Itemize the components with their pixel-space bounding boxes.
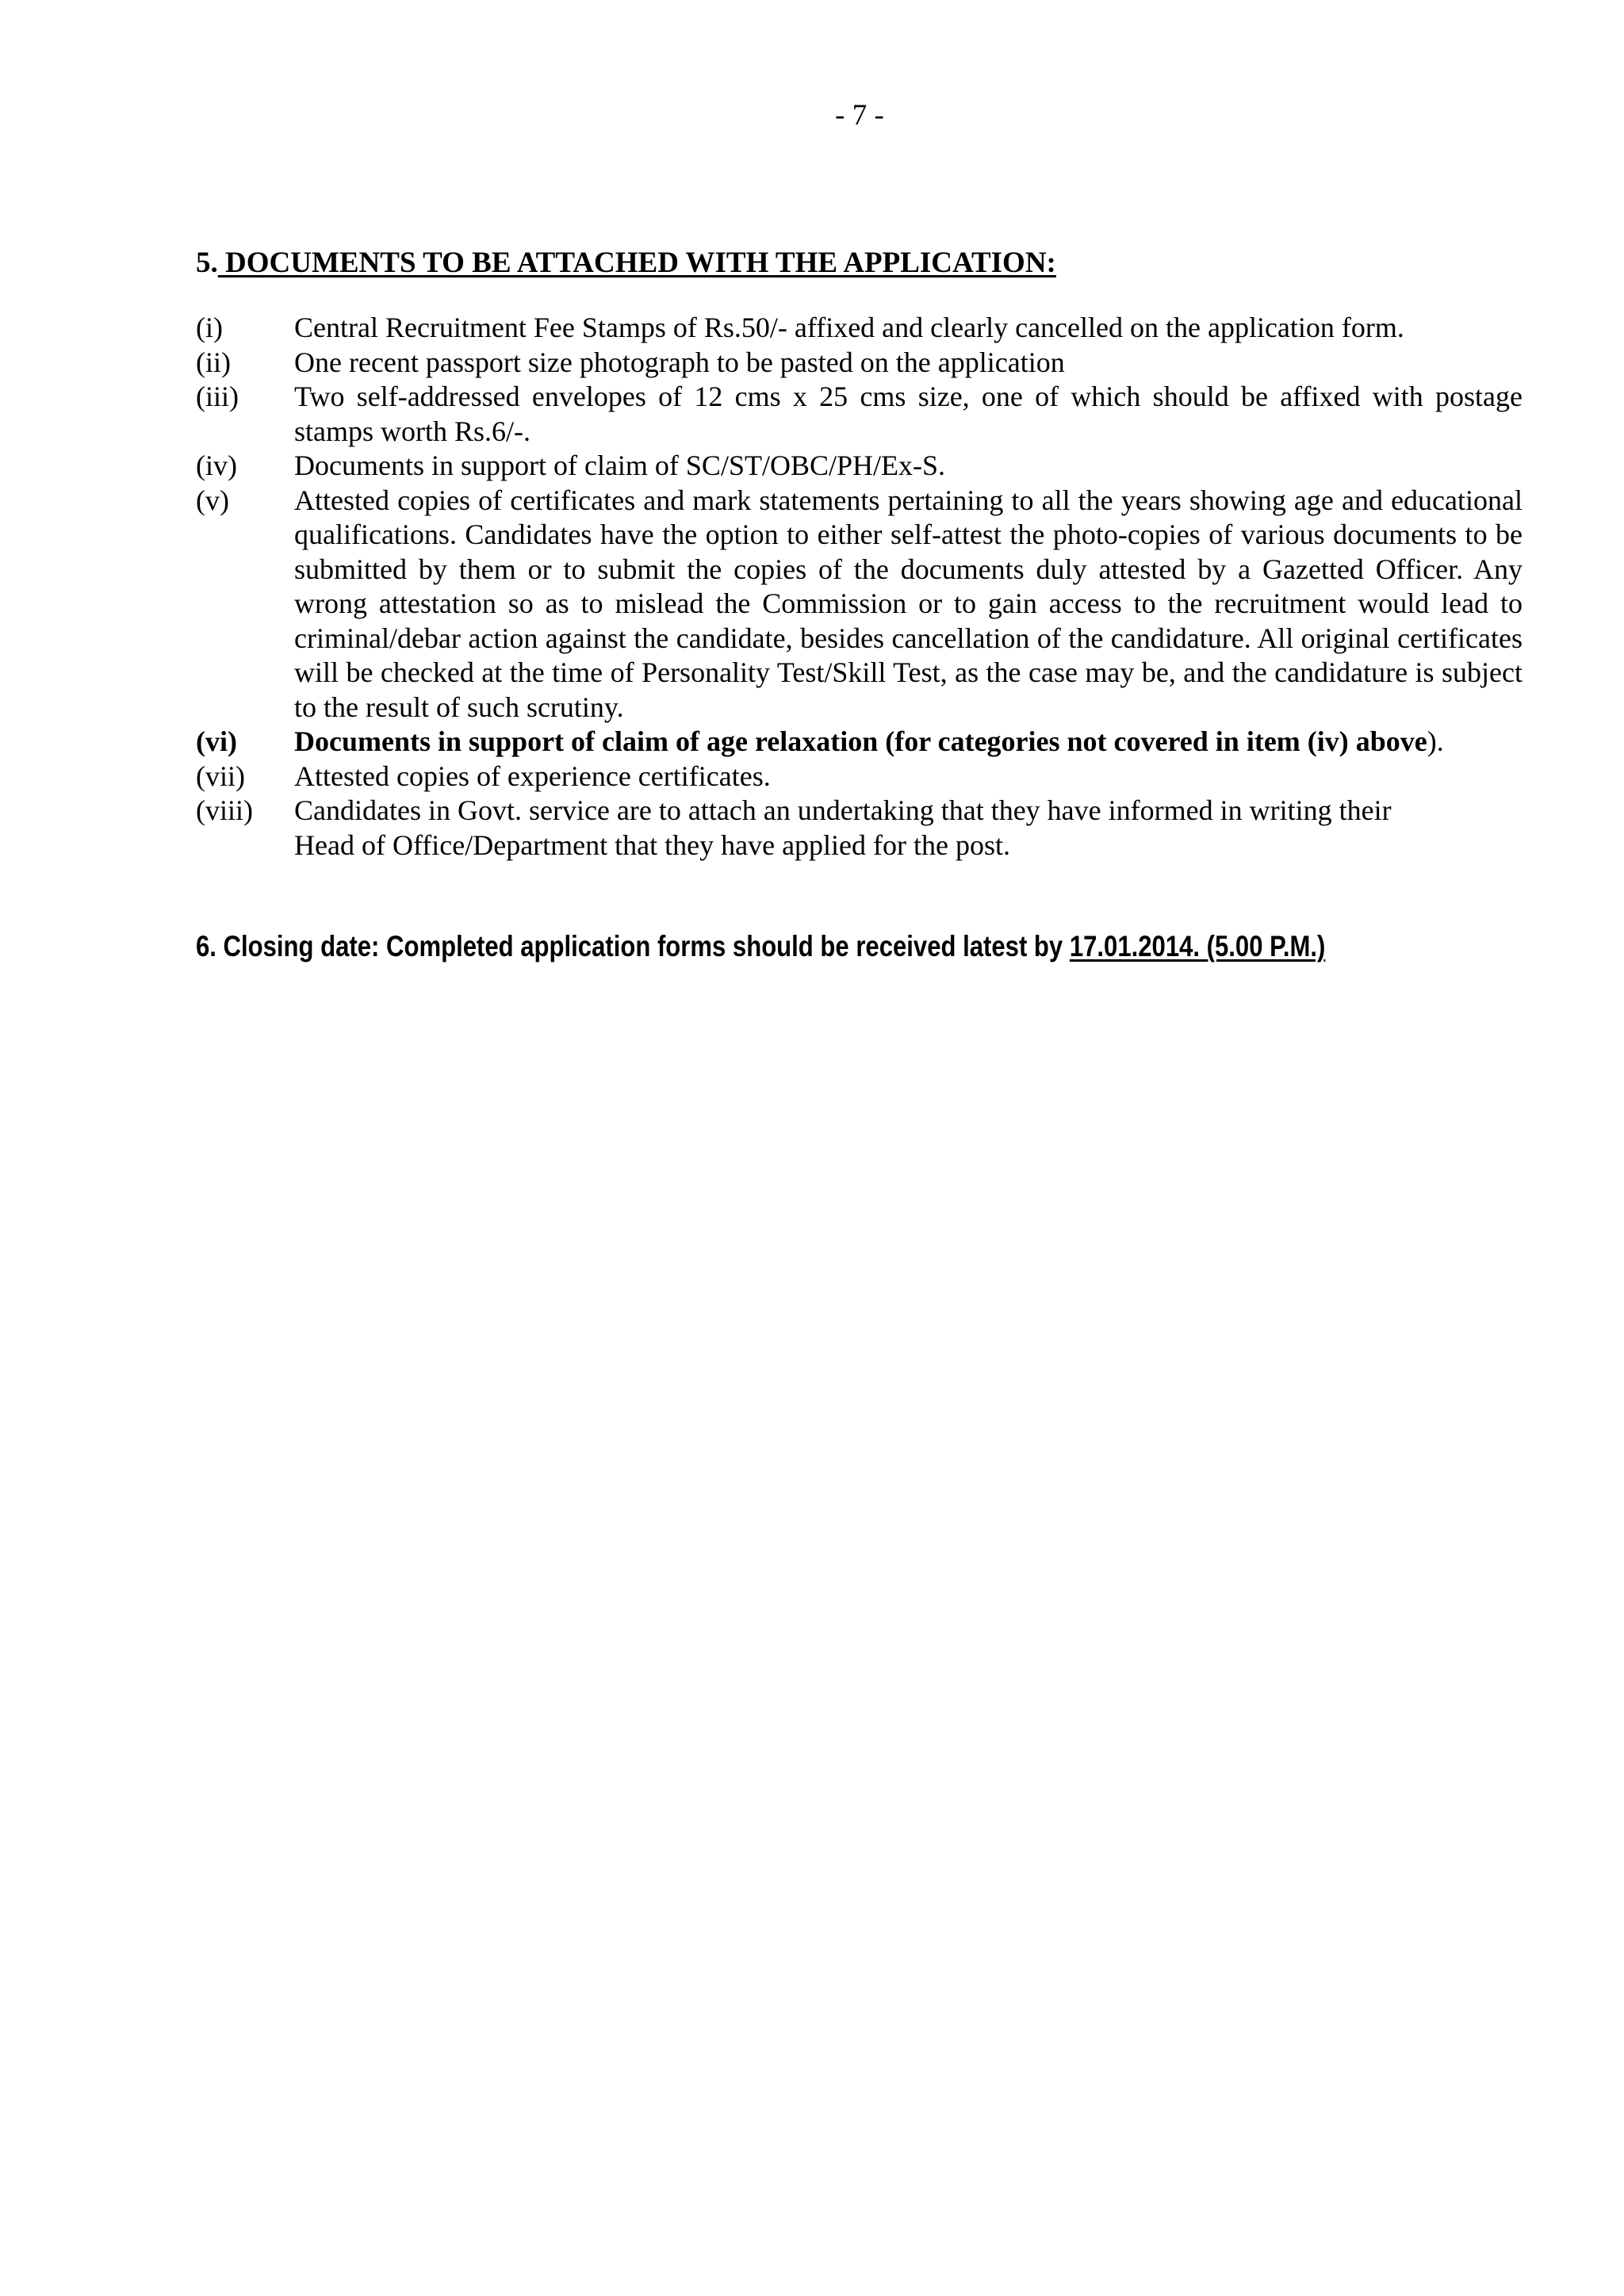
item-number: (iv) (196, 450, 237, 481)
list-item (196, 760, 1522, 794)
item-number: (iii) (196, 381, 239, 412)
item-number: (v) (196, 484, 229, 516)
list-item (196, 346, 1522, 381)
documents-list (196, 311, 1522, 863)
section-5-title: DOCUMENTS TO BE ATTACHED WITH THE APPLICATION: (217, 247, 1056, 279)
closing-date-notice (196, 929, 1325, 964)
item-number: (vii) (196, 760, 245, 792)
section-5-number: 5. (196, 247, 218, 279)
item-number: (ii) (196, 346, 231, 378)
item-text (294, 725, 1522, 760)
section-5-heading (196, 246, 1056, 281)
item-text-tail: ). (1427, 725, 1444, 757)
list-item (196, 794, 1522, 863)
list-item (196, 725, 1522, 760)
item-text: Attested copies of certificates and mark statements pertaining to all the years showing age and educational qualifications. Candidates have the option to either self-attest the photo-copies of various documents to be submitted by them or to submit the copies of the documents duly attested by a Gazetted Officer. Any wrong attestation so as to mislead the Commission or to gain access to the recruitment would lead to criminal/debar action against the candidate, besides cancellation of the candidature. All original certificates will be checked at the time of Personality Test/Skill Test, as the case may be, and the candidature is subject to the result of such scrutiny. (294, 484, 1522, 723)
item-text-bold: Documents in support of claim of age relaxation (for categories not covered in item (iv) above (294, 725, 1427, 757)
item-text-line-2: Head of Office/Department that they have applied for the post. (294, 828, 1011, 861)
item-text: One recent passport size photograph to be pasted on the application (294, 346, 1065, 378)
list-item (196, 449, 1522, 484)
item-text: Two self-addressed envelopes of 12 cms x 25 cms size, one of which should be affixed with postage stamps worth Rs.6/-. (294, 381, 1522, 447)
page-number: - 7 - (835, 99, 884, 132)
item-number: (viii) (196, 794, 253, 826)
item-number: (vi) (196, 725, 237, 757)
item-number: (i) (196, 312, 223, 343)
closing-date-label: 6. Closing date: Completed application forms should be received latest by (196, 930, 1070, 962)
list-item (196, 484, 1522, 725)
item-text-line-1: Candidates in Govt. service are to attach an undertaking that they have informed in writing their (294, 794, 1392, 826)
item-text (294, 794, 1522, 863)
item-text: Attested copies of experience certificates. (294, 760, 771, 792)
item-text: Documents in support of claim of SC/ST/OBC/PH/Ex-S. (294, 450, 946, 481)
item-text: Central Recruitment Fee Stamps of Rs.50/- affixed and clearly cancelled on the application form. (294, 312, 1404, 343)
list-item (196, 380, 1522, 449)
list-item (196, 311, 1522, 346)
closing-date-value: 17.01.2014. (5.00 P.M.) (1069, 930, 1326, 962)
